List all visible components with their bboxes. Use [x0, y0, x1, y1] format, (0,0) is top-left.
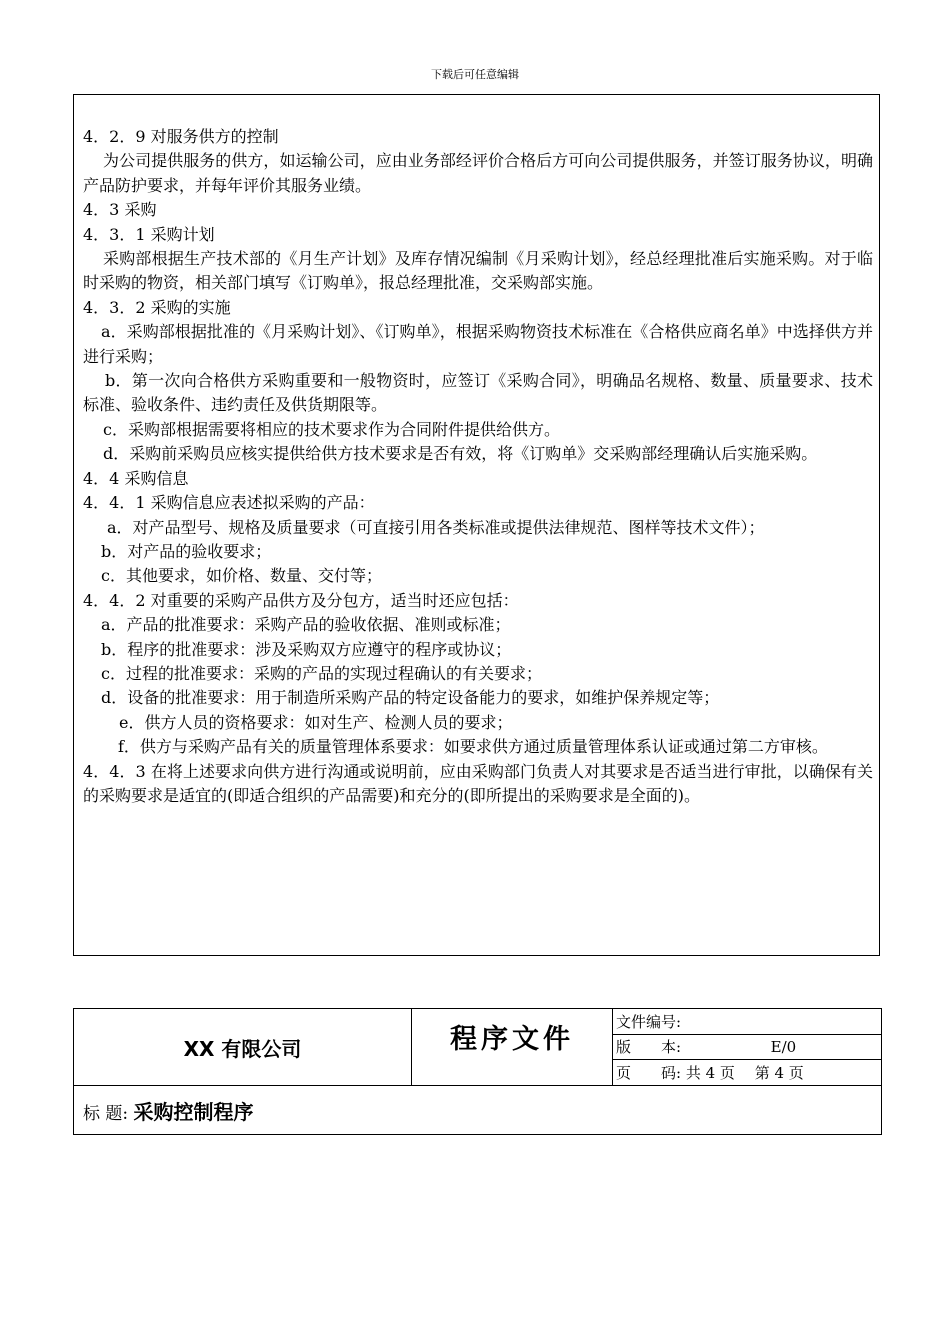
document-type: 程序文件 [412, 1009, 613, 1086]
page-label: 页 码: [616, 1064, 682, 1083]
title-label: 标 题: [83, 1103, 129, 1124]
section-heading-4-4-1: 4．4．1 采购信息应表述拟采购的产品： [83, 493, 375, 513]
list-item-4-3-2-a: a．采购部根据批准的《月采购计划》、《订购单》，根据采购物资技术标准在《合格供应商名单》中选择供方并进行采购； [83, 322, 873, 366]
list-item-4-4-2-f: f．供方与采购产品有关的质量管理体系要求：如要求供方通过质量管理体系认证或通过第二方审核。 [118, 737, 828, 757]
version-value: E/0 [770, 1038, 797, 1057]
list-item-4-4-2-a: a．产品的批准要求：采购产品的验收依据、准则或标准； [101, 615, 511, 635]
document-footer-table [73, 1008, 882, 1135]
section-heading-4-3-2: 4．3．2 采购的实施 [83, 297, 231, 317]
section-heading-4-4: 4．4 采购信息 [83, 468, 189, 488]
section-4-4-3: 4．4．3 在将上述要求向供方进行沟通或说明前，应由采购部门负责人对其要求是否适当进行审批，以确保有关的采购要求是适宜的(即适合组织的产品需要)和充分的(即所提出的采购要求是全面的)。 [83, 761, 873, 805]
page-value: 共 4 页 第 4 页 [685, 1064, 804, 1083]
page-count-cell [613, 1060, 882, 1086]
company-name: XX 有限公司 [74, 1009, 412, 1086]
list-item-4-3-2-d: d．采购前采购员应核实提供给供方技术要求是否有效，将《订购单》交采购部经理确认后实施采购。 [103, 444, 818, 464]
list-item-4-4-2-b: b．程序的批准要求：涉及采购双方应遵守的程序或协议； [101, 639, 512, 659]
document-number-label: 文件编号: [616, 1012, 682, 1031]
document-number-cell [613, 1009, 882, 1035]
list-item-4-3-2-b: b．第一次向合格供方采购重要和一般物资时，应签订《采购合同》，明确品名规格、数量、质量要求、技术标准、验收条件、违约责任及供货期限等。 [83, 371, 873, 415]
section-heading-4-3-1: 4．3．1 采购计划 [83, 224, 215, 244]
list-item-4-3-2-c: c．采购部根据需要将相应的技术要求作为合同附件提供给供方。 [103, 419, 560, 439]
paragraph-purchase-plan: 采购部根据生产技术部的《月生产计划》及库存情况编制《月采购计划》，经总经理批准后实施采购。对于临时采购的物资，相关部门填写《订购单》，报总经理批准，交采购部实施。 [83, 249, 873, 293]
list-item-4-4-1-b: b．对产品的验收要求； [101, 541, 272, 561]
list-item-4-4-2-c: c．过程的批准要求：采购的产品的实现过程确认的有关要求； [101, 663, 542, 683]
version-label: 版 本: [616, 1038, 682, 1057]
version-cell [613, 1034, 882, 1060]
section-heading-4-4-2: 4．4．2 对重要的采购产品供方及分包方，适当时还应包括： [83, 590, 519, 610]
document-body-box [73, 94, 880, 956]
list-item-4-4-2-d: d．设备的批准要求：用于制造所采购产品的特定设备能力的要求，如维护保养规定等； [101, 688, 720, 708]
document-title: 采购控制程序 [133, 1099, 254, 1124]
document-title-cell [74, 1086, 882, 1135]
list-item-4-4-1-c: c．其他要求，如价格、数量、交付等； [101, 566, 382, 586]
list-item-4-4-1-a: a．对产品型号、规格及质量要求（可直接引用各类标准或提供法律规范、图样等技术文件）； [107, 517, 765, 537]
document-content [83, 125, 873, 808]
paragraph-service-suppliers: 为公司提供服务的供方，如运输公司，应由业务部经评价合格后方可向公司提供服务，并签订服务协议，明确产品防护要求，并每年评价其服务业绩。 [83, 151, 873, 195]
section-heading-4-2-9: 4．2．9 对服务供方的控制 [83, 127, 279, 146]
header-note: 下载后可任意编辑 [431, 68, 519, 81]
list-item-4-4-2-e: e．供方人员的资格要求：如对生产、检测人员的要求； [119, 712, 513, 732]
section-heading-4-3: 4．3 采购 [83, 200, 157, 220]
